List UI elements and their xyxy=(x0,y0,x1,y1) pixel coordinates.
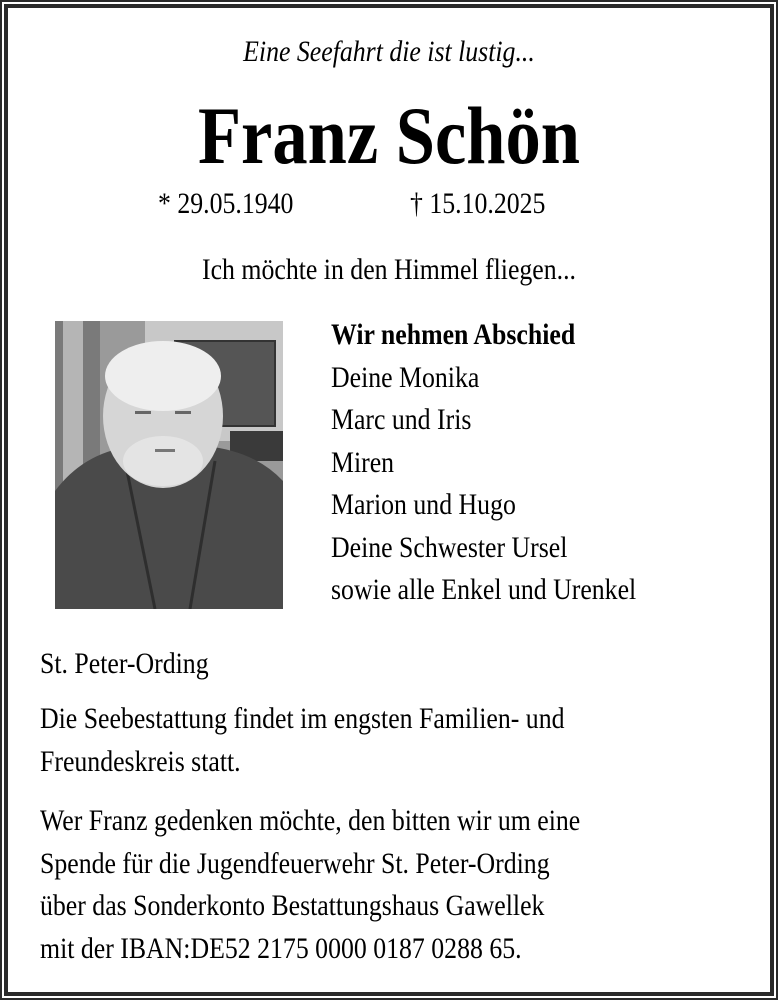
mourner: Marion und Hugo xyxy=(331,488,516,521)
mourner: Deine Monika xyxy=(331,360,480,394)
mourners-list xyxy=(331,314,636,612)
death-date: † 15.10.2025 xyxy=(410,187,546,220)
birth-date: * 29.05.1940 xyxy=(158,187,294,220)
mourner: Deine Schwester Ursel xyxy=(331,530,568,564)
mourner: Miren xyxy=(331,445,395,479)
deceased-name: Franz Schön xyxy=(197,90,581,181)
mourner: sowie alle Enkel und Urenkel xyxy=(331,573,637,606)
portrait-photo xyxy=(55,321,283,609)
donation-line: über das Sonderkonto Bestattungshaus Gawellek xyxy=(40,889,545,922)
funeral-line: Die Seebestattung findet im engsten Familien- und xyxy=(40,702,565,735)
mourners-heading: Wir nehmen Abschied xyxy=(331,318,576,351)
donation-info xyxy=(40,800,580,970)
funeral-info xyxy=(40,698,564,783)
place: St. Peter-Ording xyxy=(40,647,209,680)
donation-line: Spende für die Jugendfeuerwehr St. Peter-Ording xyxy=(40,846,550,880)
mourner: Marc und Iris xyxy=(331,403,472,436)
donation-line: Wer Franz gedenken möchte, den bitten wir um eine xyxy=(40,804,581,837)
quote: Ich möchte in den Himmel fliegen... xyxy=(202,253,576,286)
donation-line: mit der IBAN:DE52 2175 0000 0187 0288 65. xyxy=(40,931,522,965)
motto: Eine Seefahrt die ist lustig... xyxy=(243,35,535,68)
portrait-image xyxy=(55,321,283,609)
funeral-line: Freundeskreis statt. xyxy=(40,744,241,778)
